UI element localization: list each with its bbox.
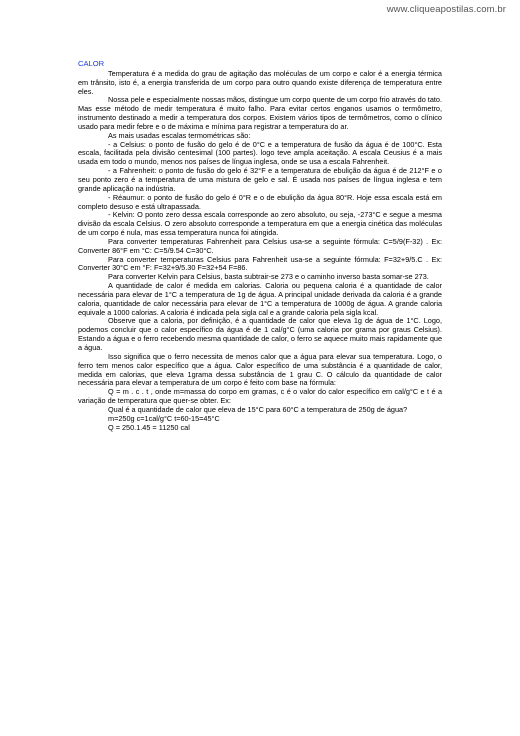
site-url[interactable]: www.cliqueapostilas.com.br (386, 4, 506, 15)
paragraph-calorie: A quantidade de calor é medida em calorias. Caloria ou pequena caloria é a quantidade de calor necessária para elevar de 1°C a temperatura de 1g de água. A principal unidade derivada da caloria é a grande caloria, quantidade de calor necessária para elevar de 1°C a temperatura de 1000g de água. A grande caloria equivale a 1000 calorias. A caloria é indicada pela sigla cal e a grande caloria pela sigla kcal. (78, 281, 442, 317)
document-body (78, 60, 442, 432)
paragraph-thermometer: Nossa pele e especialmente nossas mãos, distingue um corpo quente de um corpo frio através do tato. Mas esse método de medir temperatura é muito falho. Para evitar certos enganos usamos o termômetro, instrumento destinado a medir a temperatura dos corpos. Existem vários tipos de termômetros, como o clínico usado para medir febre e o de máxima e mínima para registrar a temperatura do ar. (78, 95, 442, 131)
paragraph-specific-heat-iron: Isso significa que o ferro necessita de menos calor que a água para elevar sua temperatura. Logo, o ferro tem menos calor específico que a água. Calor específico de uma substância é a quantidade de calor, medida em calorias, que eleva 1grama dessa substância de 1 grau C. O cálculo da quantidade de calor necessária para elevar a temperatura de um corpo é feito com base na fórmula: (78, 351, 442, 388)
paragraph-temperature-definition: Temperatura é a medida do grau de agitação das moléculas de um corpo e calor é a energia térmica em trânsito, isto é, a energia transferida de um corpo para outro quando existe diferença de temperatura entre eles. (78, 68, 442, 96)
paragraph-example-question: Qual é a quantidade de calor que eleva de 15°C para 60°C a temperatura de 250g de água? (108, 404, 408, 414)
paragraph-celsius: - a Celsius: o ponto de fusão do gelo é de 0°C e a temperatura de fusão da água é de 100°C. Esta escala, facilitada pela divisão centesimal (100 partes). logo teve ampla aceitação. A escala Ceusius é a mais usada em todo o mundo, menos nos países de língua inglesa, onde se usa a escala Fahrenheit. (78, 139, 442, 167)
paragraph-c-to-f: Para converter temperaturas Celsius para Fahrenheit usa-se a seguinte fórmula: F=32+9/5.C . Ex: Converter 30°C em °F: F=32+9/5.30 F=32+54 F=86. (78, 254, 442, 273)
paragraph-kelvin: - Kelvin: O ponto zero dessa escala corresponde ao zero absoluto, ou seja, -273°C e segue a mesma divisão da escala Celsius. O zero absoluto corresponde a temperatura em que a energia cinética das moléculas de um corpo é nula, mas essa temperatura nunca foi atingida. (78, 210, 442, 238)
paragraph-heat-formula: Q = m . c . t , onde m=massa do corpo em gramas, c é o valor do calor específico em cal/g°C e t é a variação de temperatura que quer-se obter. Ex: (78, 387, 442, 406)
paragraph-specific-heat-water: Observe que a caloria, por definição, é a quantidade de calor que eleva 1g de água de 1°C. Logo, podemos concluir que o calor específico da água é de 1 cal/g°C (uma caloria por grama por graus Celsius). Estando a água e o ferro recebendo mesma quantidade de calor, o ferro se aquece muito mais rapidamente que a água. (78, 316, 442, 352)
paragraph-scales-intro: As mais usadas escalas termométricas são: (108, 130, 251, 140)
paragraph-k-to-c: Para converter Kelvin para Celsius, basta subtrair-se 273 e o caminho inverso basta somar-se 273. (108, 272, 429, 282)
paragraph-reaumur: - Réaumur: o ponto de fusão do gelo é 0°R e o de ebulição da água 80°R. Hoje essa escala está em completo desuso e está ultrapassada. (78, 192, 442, 211)
paragraph-f-to-c: Para converter temperaturas Fahrenheit para Celsius usa-se a seguinte fórmula: C=5/9(F-32) . Ex: Converter 86°F em °C: C=5/9.54 C=30°C. (78, 236, 442, 255)
paragraph-fahrenheit: - a Fahrenheit: o ponto de fusão do gelo é 32°F e a temperatura de ebulição da água é de 212°F e o seu ponto zero é a temperatura de uma mistura de gelo e sal. É usada nos países de língua inglesa e tem grande aplicação na indústria. (78, 166, 442, 193)
document-title: CALOR (78, 59, 105, 68)
example-result: Q = 250.1.45 = 11250 cal (108, 422, 190, 432)
example-givens: m=250g c=1cal/g°C t=60-15=45°C (108, 413, 220, 423)
